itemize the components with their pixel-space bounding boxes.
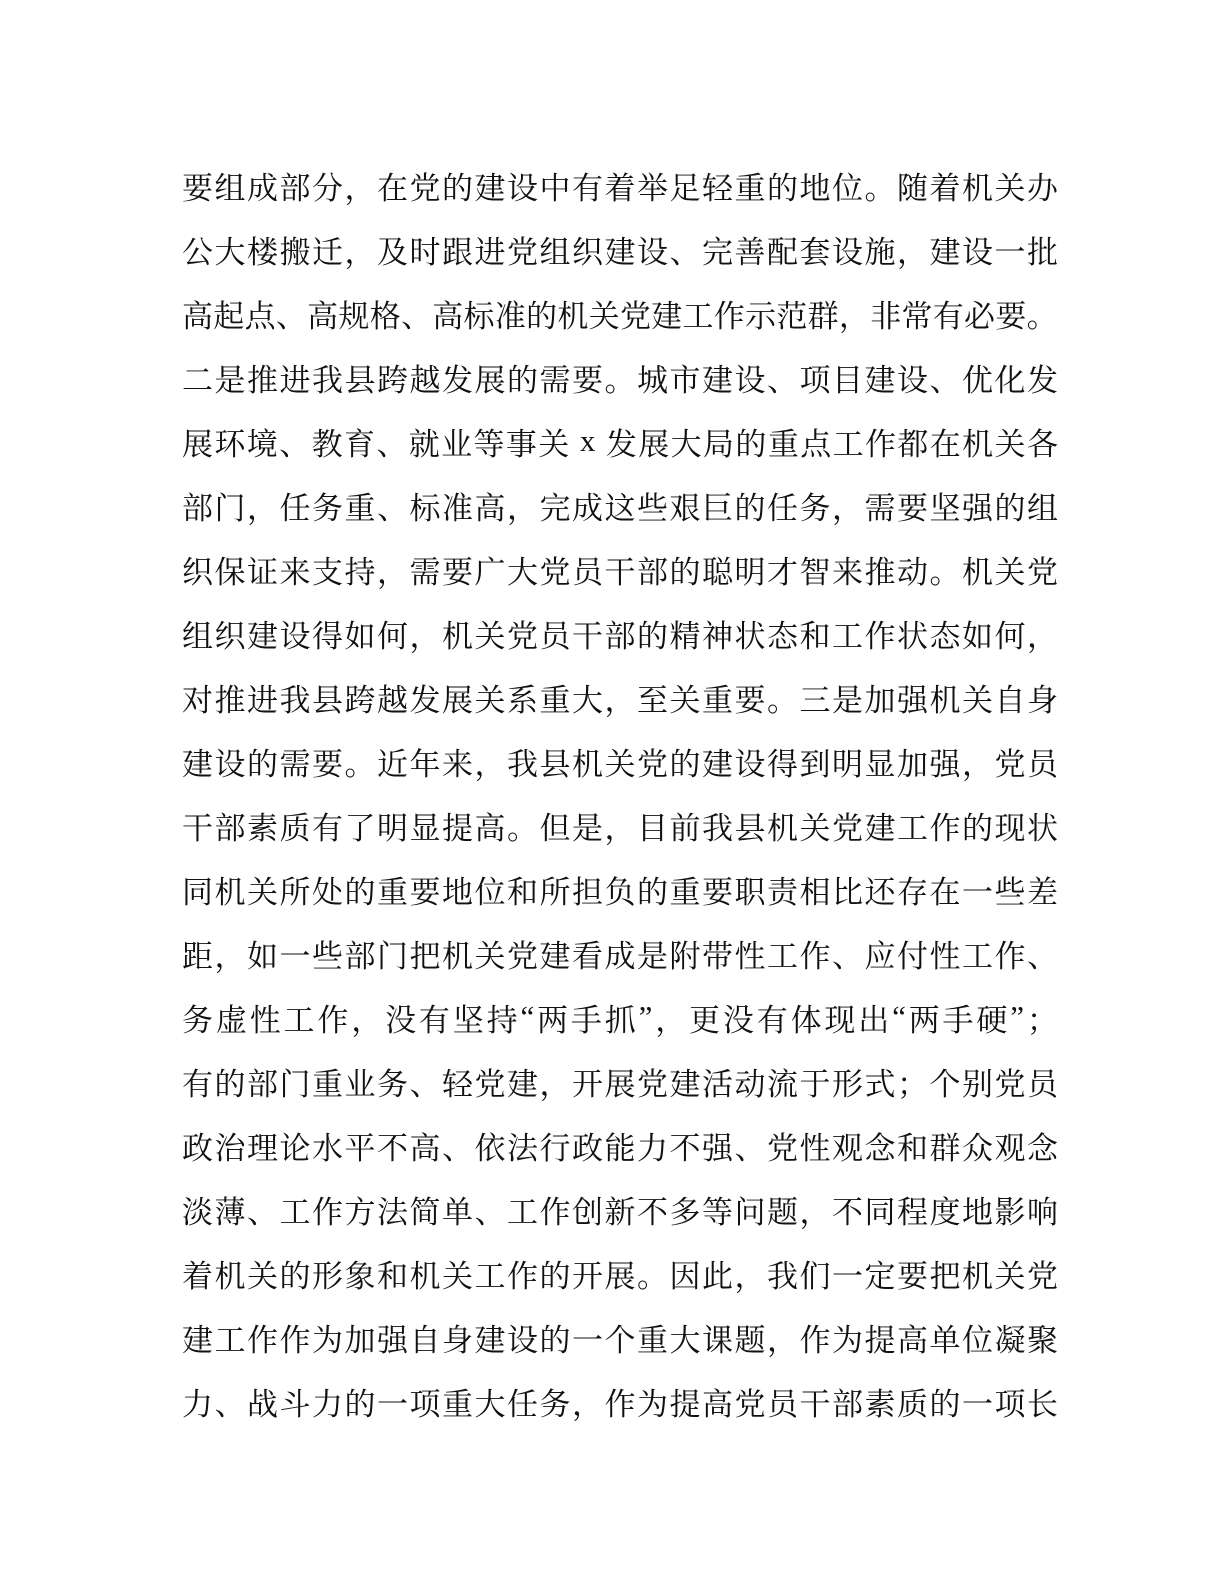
body-text-block [182, 153, 1058, 1433]
text-line: 距 ， 如 一 些 部 门 把 机 关 党 建 看 成 是 附 带 性 工 作 、 应 付 性 工 作 、 [182, 938, 1058, 974]
text-line: 组 织 建 设 得 如 何 ， 机 关 党 员 干 部 的 精 神 状 态 和 工 作 状 态 如 何 ， [182, 618, 1058, 654]
text-line: 建 工 作 作 为 加 强 自 身 建 设 的 一 个 重 大 课 题 ， 作 为 提 高 单 位 凝 聚 [182, 1322, 1058, 1358]
text-line: 淡 薄 、 工 作 方 法 简 单 、 工 作 创 新 不 多 等 问 题 ， 不 同 程 度 地 影 响 [182, 1194, 1058, 1230]
text-line: 建 设 的 需 要 。 近 年 来 ， 我 县 机 关 党 的 建 设 得 到 明 显 加 强 ， 党 员 [182, 746, 1058, 782]
text-line: 力 、 战 斗 力 的 一 项 重 大 任 务 ， 作 为 提 高 党 员 干 部 素 质 的 一 项 长 [182, 1386, 1058, 1422]
text-line: 要 组 成 部 分 ， 在 党 的 建 设 中 有 着 举 足 轻 重 的 地 位 。 随 着 机 关 办 [182, 170, 1058, 206]
text-line: 着 机 关 的 形 象 和 机 关 工 作 的 开 展 。 因 此 ， 我 们 一 定 要 把 机 关 党 [182, 1258, 1058, 1294]
text-line: 政 治 理 论 水 平 不 高 、 依 法 行 政 能 力 不 强 、 党 性 观 念 和 群 众 观 念 [182, 1130, 1058, 1166]
text-line: 干 部 素 质 有 了 明 显 提 高 。 但 是 ， 目 前 我 县 机 关 党 建 工 作 的 现 状 [182, 810, 1058, 846]
text-line: 务 虚 性 工 作 ， 没 有 坚 持 “ 两 手 抓 ” ， 更 没 有 体 现 出 “ 两 手 硬 ” ； [182, 999, 1058, 1038]
text-line: 部 门 ， 任 务 重 、 标 准 高 ， 完 成 这 些 艰 巨 的 任 务 ， 需 要 坚 强 的 组 [182, 490, 1058, 526]
text-line: 同 机 关 所 处 的 重 要 地 位 和 所 担 负 的 重 要 职 责 相 比 还 存 在 一 些 差 [182, 874, 1058, 910]
text-line: 织 保 证 来 支 持 ， 需 要 广 大 党 员 干 部 的 聪 明 才 智 来 推 动 。 机 关 党 [182, 554, 1058, 590]
text-line: 对 推 进 我 县 跨 越 发 展 关 系 重 大 ， 至 关 重 要 。 三 是 加 强 机 关 自 身 [182, 682, 1058, 718]
text-line: 二 是 推 进 我 县 跨 越 发 展 的 需 要 。 城 市 建 设 、 项 目 建 设 、 优 化 发 [182, 362, 1058, 398]
text-line: 高 起 点 、 高 规 格 、 高 标 准 的 机 关 党 建 工 作 示 范 群 ， 非 常 有 必 要 。 [182, 298, 1058, 334]
text-line: 公 大 楼 搬 迁 ， 及 时 跟 进 党 组 织 建 设 、 完 善 配 套 设 施 ， 建 设 一 批 [182, 234, 1058, 270]
text-line: 展 环 境 、 教 育 、 就 业 等 事 关 x 发 展 大 局 的 重 点 工 作 都 在 机 关 各 [182, 423, 1058, 462]
text-line: 有 的 部 门 重 业 务 、 轻 党 建 ， 开 展 党 建 活 动 流 于 形 式 ； 个 别 党 员 [182, 1066, 1058, 1102]
